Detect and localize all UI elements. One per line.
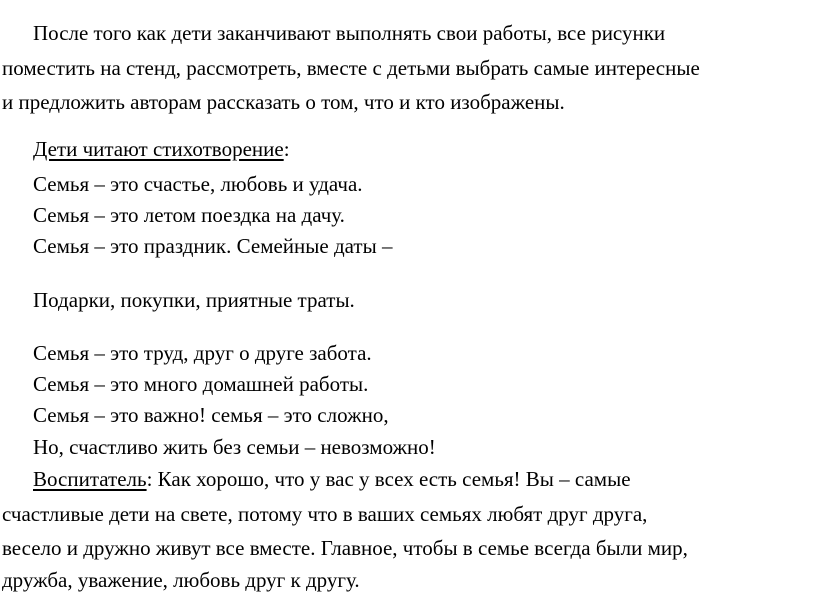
poem-line: Подарки, покупки, приятные траты.: [33, 288, 355, 312]
paragraph-line: поместить на стенд, рассмотреть, вместе с детьми выбрать самые интересные: [2, 56, 700, 80]
teacher-text: : Как хорошо, что у вас у всех есть семья! Вы – самые: [146, 467, 631, 491]
paragraph-line: и предложить авторам рассказать о том, что и кто изображены.: [2, 90, 565, 114]
teacher-line: счастливые дети на свете, потому что в ваших семьях любят друг друга,: [2, 502, 648, 526]
teacher-line: весело и дружно живут все вместе. Главное, чтобы в семье всегда были мир,: [2, 536, 688, 560]
poem-line: Семья – это праздник. Семейные даты –: [33, 234, 393, 258]
poem-line: Семья – это летом поездка на дачу.: [33, 203, 345, 227]
poem-line: Семья – это счастье, любовь и удача.: [33, 172, 363, 196]
teacher-label: Воспитатель: [33, 467, 147, 491]
poem-intro: [33, 139, 290, 160]
teacher-line: дружба, уважение, любовь друг к другу.: [2, 568, 360, 592]
poem-intro-label: Дети читают стихотворение: [33, 137, 284, 161]
teacher-line: [33, 469, 631, 490]
poem-line: Семья – это важно! семья – это сложно,: [33, 403, 389, 427]
poem-line: Семья – это много домашней работы.: [33, 372, 369, 396]
poem-line: Семья – это труд, друг о друге забота.: [33, 341, 372, 365]
paragraph-line: После того как дети заканчивают выполнять свои работы, все рисунки: [33, 21, 666, 45]
poem-intro-colon: :: [283, 137, 290, 161]
poem-line: Но, счастливо жить без семьи – невозможно!: [33, 435, 436, 459]
